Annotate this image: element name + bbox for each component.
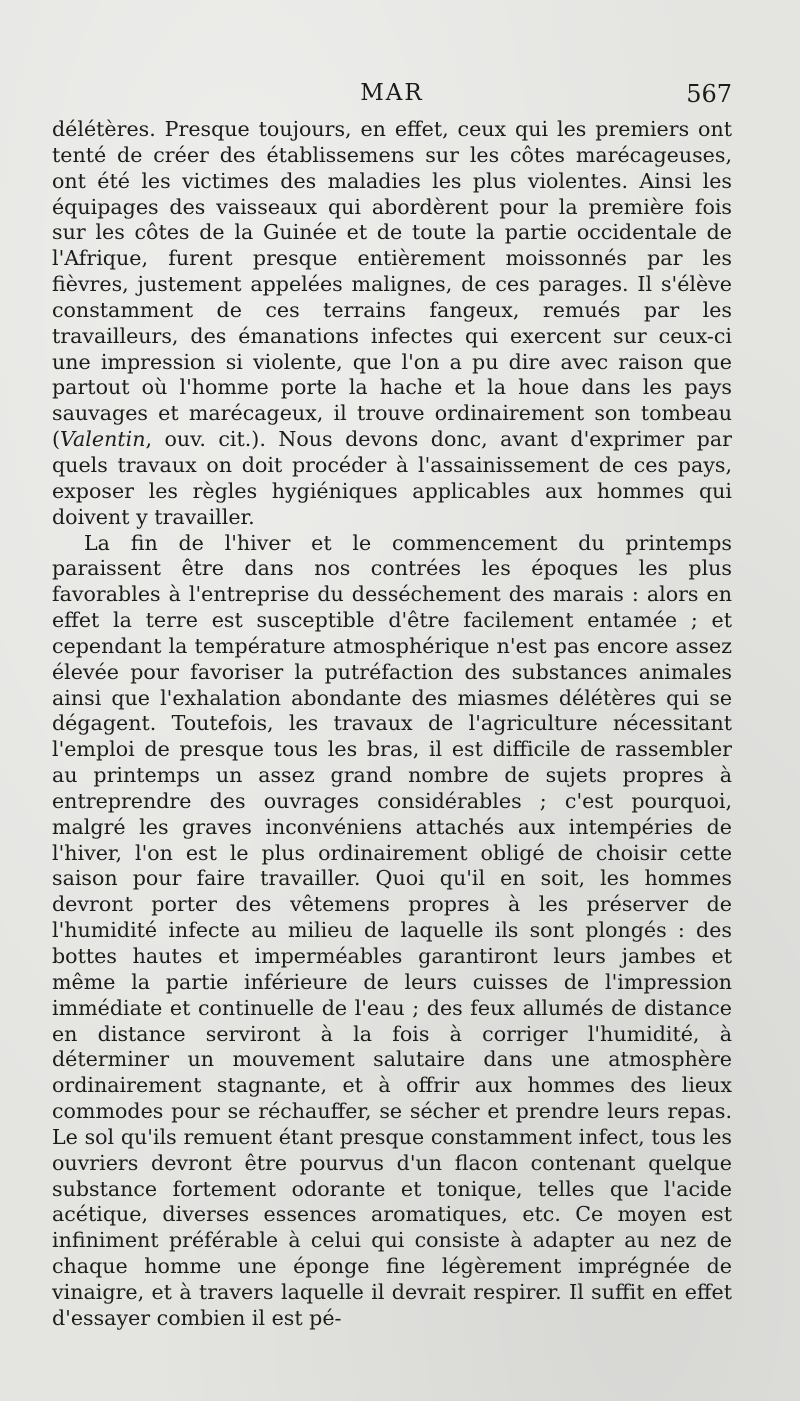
page-number: 567 [686, 80, 732, 108]
page-header [52, 80, 732, 110]
body-text [52, 117, 732, 1332]
paragraph-text-part: délétères. Presque toujours, en effet, ceux qui les premiers ont tenté de créer des établissemens sur les côtes marécageuses, ont été les victimes des maladies les plus violentes. Ainsi les équipages des vaisseaux qui abordèrent pour la première fois sur les côtes de la Guinée et de toute la partie occidentale de l'Afrique, furent presque entièrement moissonnés par les fièvres, justement appelées malignes, de ces parages. Il s'élève constamment de ces terrains fangeux, remués par les travailleurs, des émanations infectes qui exercent sur ceux-ci une impression si violente, que l'on a pu dire avec raison que partout où l'homme porte la hache et la houe dans les pays sauvages et marécageux, il trouve ordinairement son tombeau ( [52, 117, 732, 452]
paragraph-continued [52, 117, 732, 531]
cited-author: Valentin [60, 427, 146, 452]
paragraph: La fin de l'hiver et le commencement du printemps paraissent être dans nos contrées les époques les plus favorables à l'entreprise du desséchement des marais : alors en effet la terre est susceptible d'être facilement entamée ; et cependant la température atmosphérique n'est pas encore assez élevée pour favoriser la putréfaction des substances animales ainsi que l'exhalation abondante des miasmes délétères qui se dégagent. Toutefois, les travaux de l'agriculture nécessitant l'emploi de presque tous les bras, il est difficile de rassembler au printemps un assez grand nombre de sujets propres à entreprendre des ouvrages considérables ; c'est pourquoi, malgré les graves inconvéniens attachés aux intempéries de l'hiver, l'on est le plus ordinairement obligé de choisir cette saison pour faire travailler. Quoi qu'il en soit, les hommes devront porter des vêtemens propres à les préserver de l'humidité infecte au milieu de laquelle ils sont plongés : des bottes hautes et imperméables garantiront leurs jambes et même la partie inférieure de leurs cuisses de l'impression immédiate et continuelle de l'eau ; des feux allumés de distance en distance serviront à la fois à corriger l'humidité, à déterminer un mouvement salutaire dans une atmosphère ordinairement stagnante, et à offrir aux hommes des lieux commodes pour se réchauffer, se sécher et prendre leurs repas. Le sol qu'ils remuent étant presque constamment infect, tous les ouvriers devront être pourvus d'un flacon contenant quelque substance fortement odorante et tonique, telles que l'acide acétique, diverses essences aromatiques, etc. Ce moyen est infiniment préférable à celui qui consiste à adapter au nez de chaque homme une éponge fine légèrement imprégnée de vinaigre, et à travers laquelle il devrait respirer. Il suffit en effet d'essayer combien il est pé- [52, 530, 732, 1330]
paragraph-text-part: , ouv. cit.). Nous devons donc, avant d'exprimer par quels travaux on doit procéder à l'assainissement de ces pays, exposer les règles hygiéniques applicables aux hommes qui doivent y travailler. [52, 427, 732, 529]
running-head: MAR [360, 80, 424, 106]
